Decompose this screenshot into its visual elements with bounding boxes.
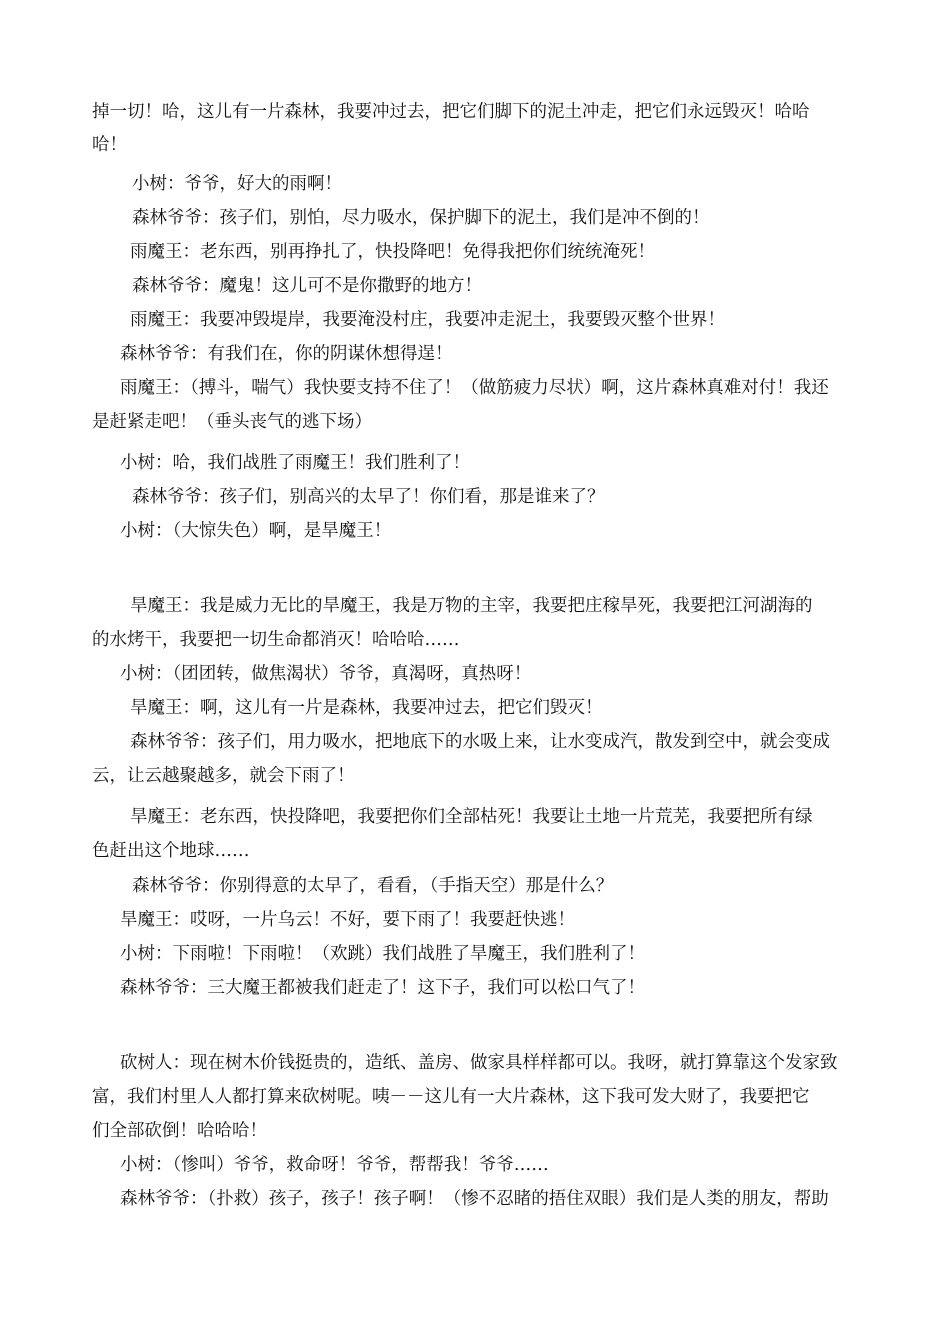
- text-line: 森林爷爷：你别得意的太早了，看看，（手指天空）那是什么？: [132, 876, 614, 896]
- text-line: 森林爷爷：魔鬼！这儿可不是你撒野的地方！: [132, 276, 482, 296]
- text-line: 小树：（大惊失色）啊，是旱魔王！: [120, 521, 392, 541]
- text-line: 小树：（团团转，做焦渴状）爷爷，真渴呀，真热呀！: [120, 664, 532, 684]
- text-line: 森林爷爷：孩子们，用力吸水，把地底下的水吸上来，让水变成汽，散发到空中，就会变成: [130, 732, 830, 752]
- text-line: 雨魔王：老东西，别再挣扎了，快投降吧！免得我把你们统统淹死！: [130, 242, 655, 262]
- text-line: 森林爷爷：有我们在，你的阴谋休想得逞！: [120, 344, 453, 364]
- text-line: 砍树人：现在树木价钱挺贵的，造纸、盖房、做家具样样都可以。我呀，就打算靠这个发家致: [120, 1053, 838, 1073]
- text-line: 森林爷爷：孩子们，别怕，尽力吸水，保护脚下的泥土，我们是冲不倒的！: [132, 208, 710, 228]
- text-line: 森林爷爷：孩子们，别高兴的太早了！你们看，那是谁来了？: [132, 487, 605, 507]
- text-line: 是赶紧走吧！（垂头丧气的逃下场）: [92, 412, 372, 432]
- text-line: 富，我们村里人人都打算来砍树呢。咦－－这儿有一大片森林，这下我可发大财了，我要把它: [92, 1087, 810, 1107]
- text-line: 旱魔王：啊，这儿有一片是森林，我要冲过去，把它们毁灭！: [130, 698, 603, 718]
- text-line: 森林爷爷：（扑救）孩子，孩子！孩子啊！（惨不忍睹的捂住双眼）我们是人类的朋友，帮助: [120, 1189, 829, 1209]
- text-line: 小树：下雨啦！下雨啦！（欢跳）我们战胜了旱魔王，我们胜利了！: [120, 944, 645, 964]
- text-line: 哈！: [92, 135, 127, 155]
- text-line: 色赶出这个地球……: [92, 841, 250, 861]
- text-line: 小树：爷爷，好大的雨啊！: [132, 174, 342, 194]
- text-line: 旱魔王：我是威力无比的旱魔王，我是万物的主宰，我要把庄稼旱死，我要把江河湖海的: [130, 596, 813, 616]
- text-line: 雨魔王：（搏斗，喘气）我快要支持不住了！（做筋疲力尽状）啊，这片森林真难对付！我还: [120, 378, 829, 398]
- text-line: 旱魔王：哎呀，一片乌云！不好，要下雨了！我要赶快逃！: [120, 910, 575, 930]
- text-line: 们全部砍倒！哈哈哈！: [92, 1121, 267, 1141]
- text-line: 的水烤干，我要把一切生命都消灭！哈哈哈……: [92, 630, 460, 650]
- text-line: 小树：哈，我们战胜了雨魔王！我们胜利了！: [120, 453, 470, 473]
- text-line: 旱魔王：老东西，快投降吧，我要把你们全部枯死！我要让土地一片荒芜，我要把所有绿: [130, 807, 813, 827]
- text-line: 云，让云越聚越多，就会下雨了！: [92, 766, 355, 786]
- text-line: 森林爷爷：三大魔王都被我们赶走了！这下子，我们可以松口气了！: [120, 978, 645, 998]
- text-line: 掉一切！哈，这儿有一片森林，我要冲过去，把它们脚下的泥土冲走，把它们永远毁灭！哈哈: [92, 102, 810, 122]
- text-line: 小树：（惨叫）爷爷，救命呀！爷爷，帮帮我！爷爷……: [120, 1155, 549, 1175]
- text-line: 雨魔王：我要冲毁堤岸，我要淹没村庄，我要冲走泥土，我要毁灭整个世界！: [130, 310, 725, 330]
